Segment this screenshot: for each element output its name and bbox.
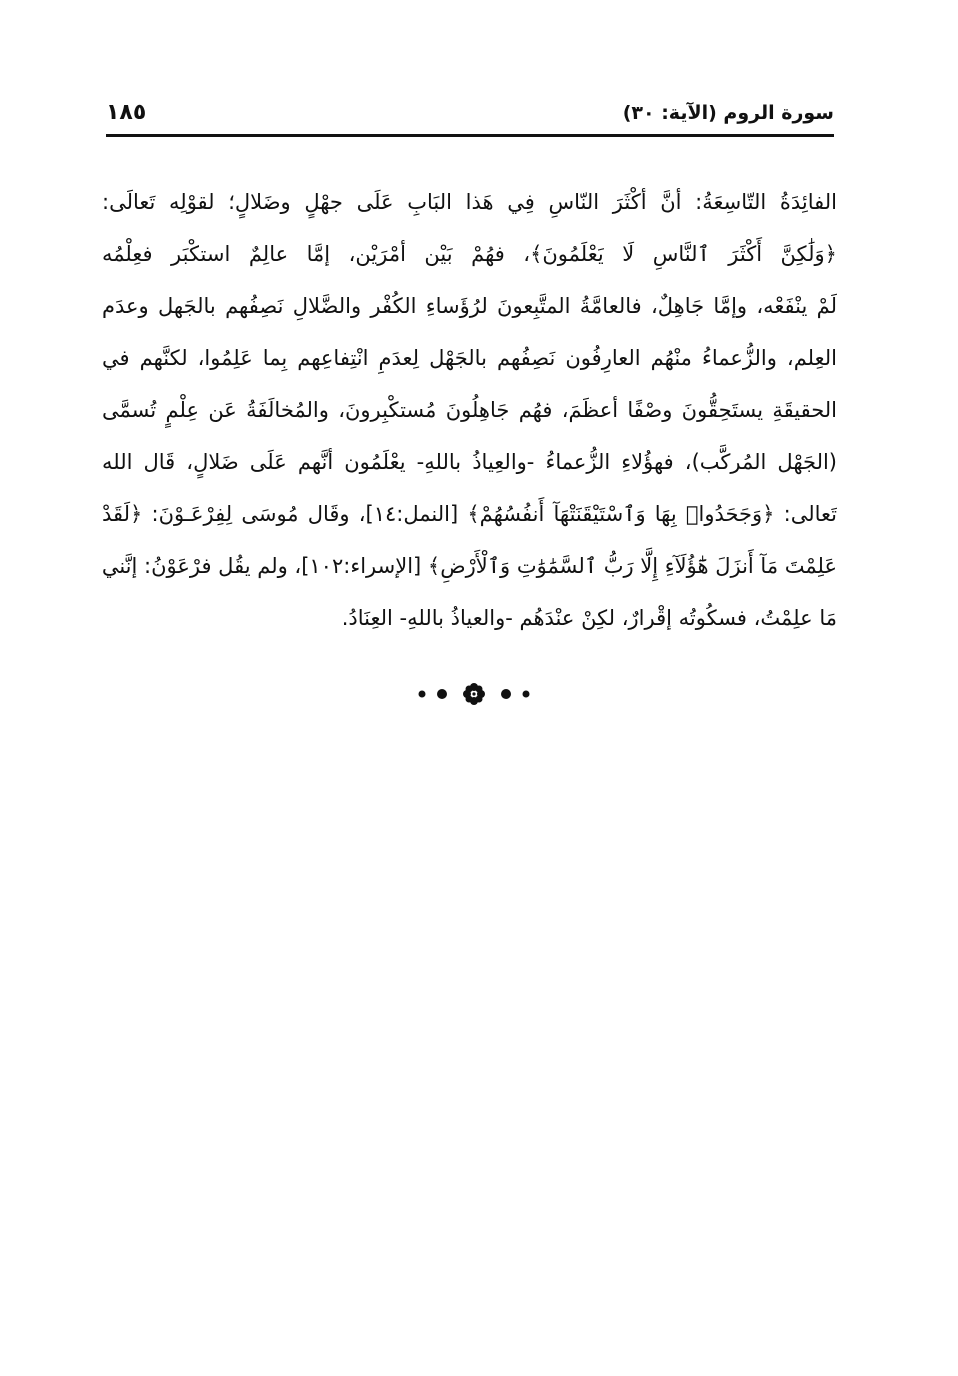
body-line: العِلم، والزُّعماءُ منْهُم العارِفُون نَصِفُهم بالجَهْل لِعدَمِ انْتِفاعِهم بِما عَلِمُوا، لكنَّهم في (102, 346, 837, 370)
body-line: (الجَهْل المُركَّب)، فهؤُلاءِ الزُّعماءُ -والعِياذُ باللهِ- يعْلَمُون أنَّهم عَلَى ضَلالٍ، قَال الله (102, 450, 837, 474)
body-line: الفائِدَةُ التّاسِعَةُ: أنَّ أكْثَرَ النّاسِ فِي هَذا البَابِ عَلَى جهْلٍ وضَلالٍ؛ لقوْلِه تَعالَى: (102, 190, 837, 214)
body-line: لَمْ ينْفَعْه، وإمَّا جَاهِلٌ، فالعامَّةُ المتَّبِعونَ لرُؤَساءِ الكُفْر والضَّلالِ نَصِفُهم بالجَهل وعدَم (102, 294, 837, 318)
body-line: تَعالى: ﴿وَجَحَدُوا۟ بِهَا وَٱسْتَيْقَنَتْهَآ أَنفُسُهُمْ﴾ [النمل:١٤]، وقَال مُوسَى لِفِرْعَـوْنَ: ﴿لَقَدْ (102, 502, 837, 526)
body-line: عَلِمْتَ مَآ أَنزَلَ هَٰٓؤُلَآءِ إِلَّا رَبُّ ٱلسَّمَٰوَٰتِ وَٱلْأَرْضِ﴾ [الإسراء:١٠٢]، ولم يقُل فرْعَوْنُ: إنَّني (102, 554, 837, 578)
body-line: مَا علِمْتُ، فسكُوتُه إقْرارٌ، لكِنْ عنْدَهُم -والعياذُ باللهِ- العِنَادُ. (341, 606, 837, 630)
body-line: الحقيقَةِ يستَحِقُّونَ وصْفًا أعظَمَ، فهُم جَاهِلُونَ مُستكْبِرونَ، والمُخالَفَةُ عَن عِلْمٍ تُسمَّى (102, 398, 837, 422)
page-number: ١٨٥ (106, 100, 147, 125)
header-rule (106, 134, 834, 137)
body-line: ﴿وَلَٰكِنَّ أَكْثَرَ ٱلنَّاسِ لَا يَعْلَمُونَ﴾، فهُمْ بَيْن أمْرَيْن، إمَّا عالِمٌ استكْبَر فعِلْمُه (102, 242, 837, 266)
body-text (102, 176, 837, 644)
floral-dots-separator-icon (409, 680, 539, 708)
page-header (106, 96, 834, 132)
running-head: سورة الروم (الآية: ٣٠) (622, 102, 834, 124)
